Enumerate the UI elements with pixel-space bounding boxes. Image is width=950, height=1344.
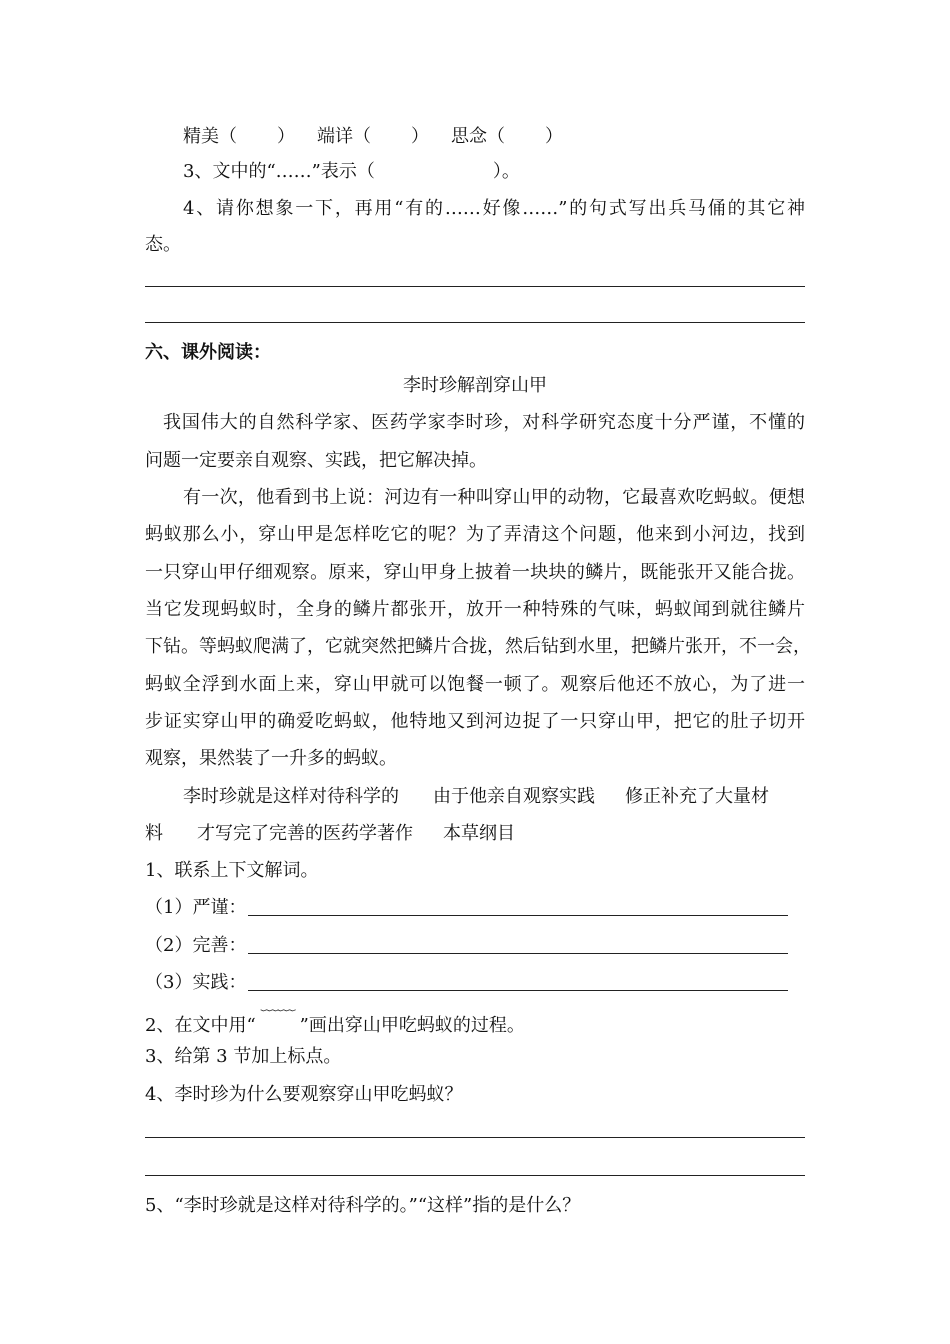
paragraph-2-line: 步证实穿山甲的确爱吃蚂蚁，他特地又到河边捉了一只穿山甲，把它的肚子切开 bbox=[145, 711, 805, 732]
answer-line[interactable] bbox=[248, 972, 788, 991]
paragraph-2-line: 下钻。等蚂蚁爬满了，它就突然把鳞片合拢，然后钻到水里，把鳞片张开，不一会， bbox=[145, 636, 811, 657]
question-3: 3、给第 3 节加上标点。 bbox=[145, 1046, 342, 1067]
paragraph-2-line: 蚂蚁全浮到水面上来，穿山甲就可以饱餐一顿了。观察后他还不放心，为了进一 bbox=[145, 674, 805, 695]
word-label-jingmei: 精美（ bbox=[183, 126, 237, 147]
paragraph-2-line: 蚂蚁那么小，穿山甲是怎样吃它的呢？为了弄清这个问题，他来到小河边，找到 bbox=[145, 524, 805, 545]
question-4-top-cont: 态。 bbox=[145, 234, 181, 255]
section-heading: 六、课外阅读： bbox=[145, 342, 271, 363]
word-label-duanxiang: 端详（ bbox=[317, 126, 371, 147]
question-1-item-shijian: （3）实践： bbox=[145, 971, 805, 995]
paragraph-1-line: 问题一定要亲自观察、实践，把它解决掉。 bbox=[145, 450, 487, 471]
question-5: 5、“李时珍就是这样对待科学的。”“这样”指的是什么？ bbox=[145, 1195, 581, 1216]
answer-line[interactable] bbox=[145, 286, 805, 287]
paragraph-2-line: 有一次，他看到书上说：河边有一种叫穿山甲的动物，它最喜欢吃蚂蚁。便想 bbox=[183, 487, 805, 508]
answer-line[interactable] bbox=[248, 935, 788, 954]
question-1-item-wanshan: （2）完善： bbox=[145, 934, 805, 958]
answer-line[interactable] bbox=[145, 1175, 805, 1176]
answer-line[interactable] bbox=[145, 1137, 805, 1138]
answer-line[interactable] bbox=[145, 322, 805, 323]
question-4: 4、李时珍为什么要观察穿山甲吃蚂蚁？ bbox=[145, 1084, 463, 1105]
paragraph-2-line: 一只穿山甲仔细观察。原来，穿山甲身上披着一块块的鳞片，既能张开又能合拢。 bbox=[145, 562, 805, 583]
question-4-top: 4、请你想象一下，再用“有的……好像……”的句式写出兵马俑的其它神 bbox=[183, 198, 805, 219]
passage-title: 李时珍解剖穿山甲 bbox=[403, 375, 547, 396]
question-3-top: 3、文中的“……”表示（ ）。 bbox=[183, 161, 520, 182]
question-2: 2、在文中用“ ﹋﹋ ”画出穿山甲吃蚂蚁的过程。 bbox=[145, 1009, 525, 1036]
paragraph-2-line: 当它发现蚂蚁时，全身的鳞片都张开，放开一种特殊的气味，蚂蚁闻到就往鳞片 bbox=[145, 599, 805, 620]
question-1: 1、联系上下文解词。 bbox=[145, 860, 319, 881]
wavy-underline-mark: ﹋﹋ bbox=[260, 1009, 295, 1030]
paragraph-3-line: 料 才写完了完善的医药学著作 本草纲目 bbox=[145, 823, 515, 844]
word-label-sinian: 思念（ bbox=[451, 126, 505, 147]
question-1-item-yanjin: （1）严谨： bbox=[145, 896, 805, 920]
paragraph-2-line: 观察，果然装了一升多的蚂蚁。 bbox=[145, 748, 397, 769]
paragraph-3-line: 李时珍就是这样对待科学的 由于他亲自观察实践 修正补充了大量材 bbox=[183, 786, 769, 807]
paragraph-1-line: 我国伟大的自然科学家、医药学家李时珍，对科学研究态度十分严谨，不懂的 bbox=[163, 412, 805, 433]
answer-line[interactable] bbox=[248, 897, 788, 916]
word-blanks-row: 精美（ ） 端详（ ） 思念（ ） bbox=[183, 126, 563, 147]
